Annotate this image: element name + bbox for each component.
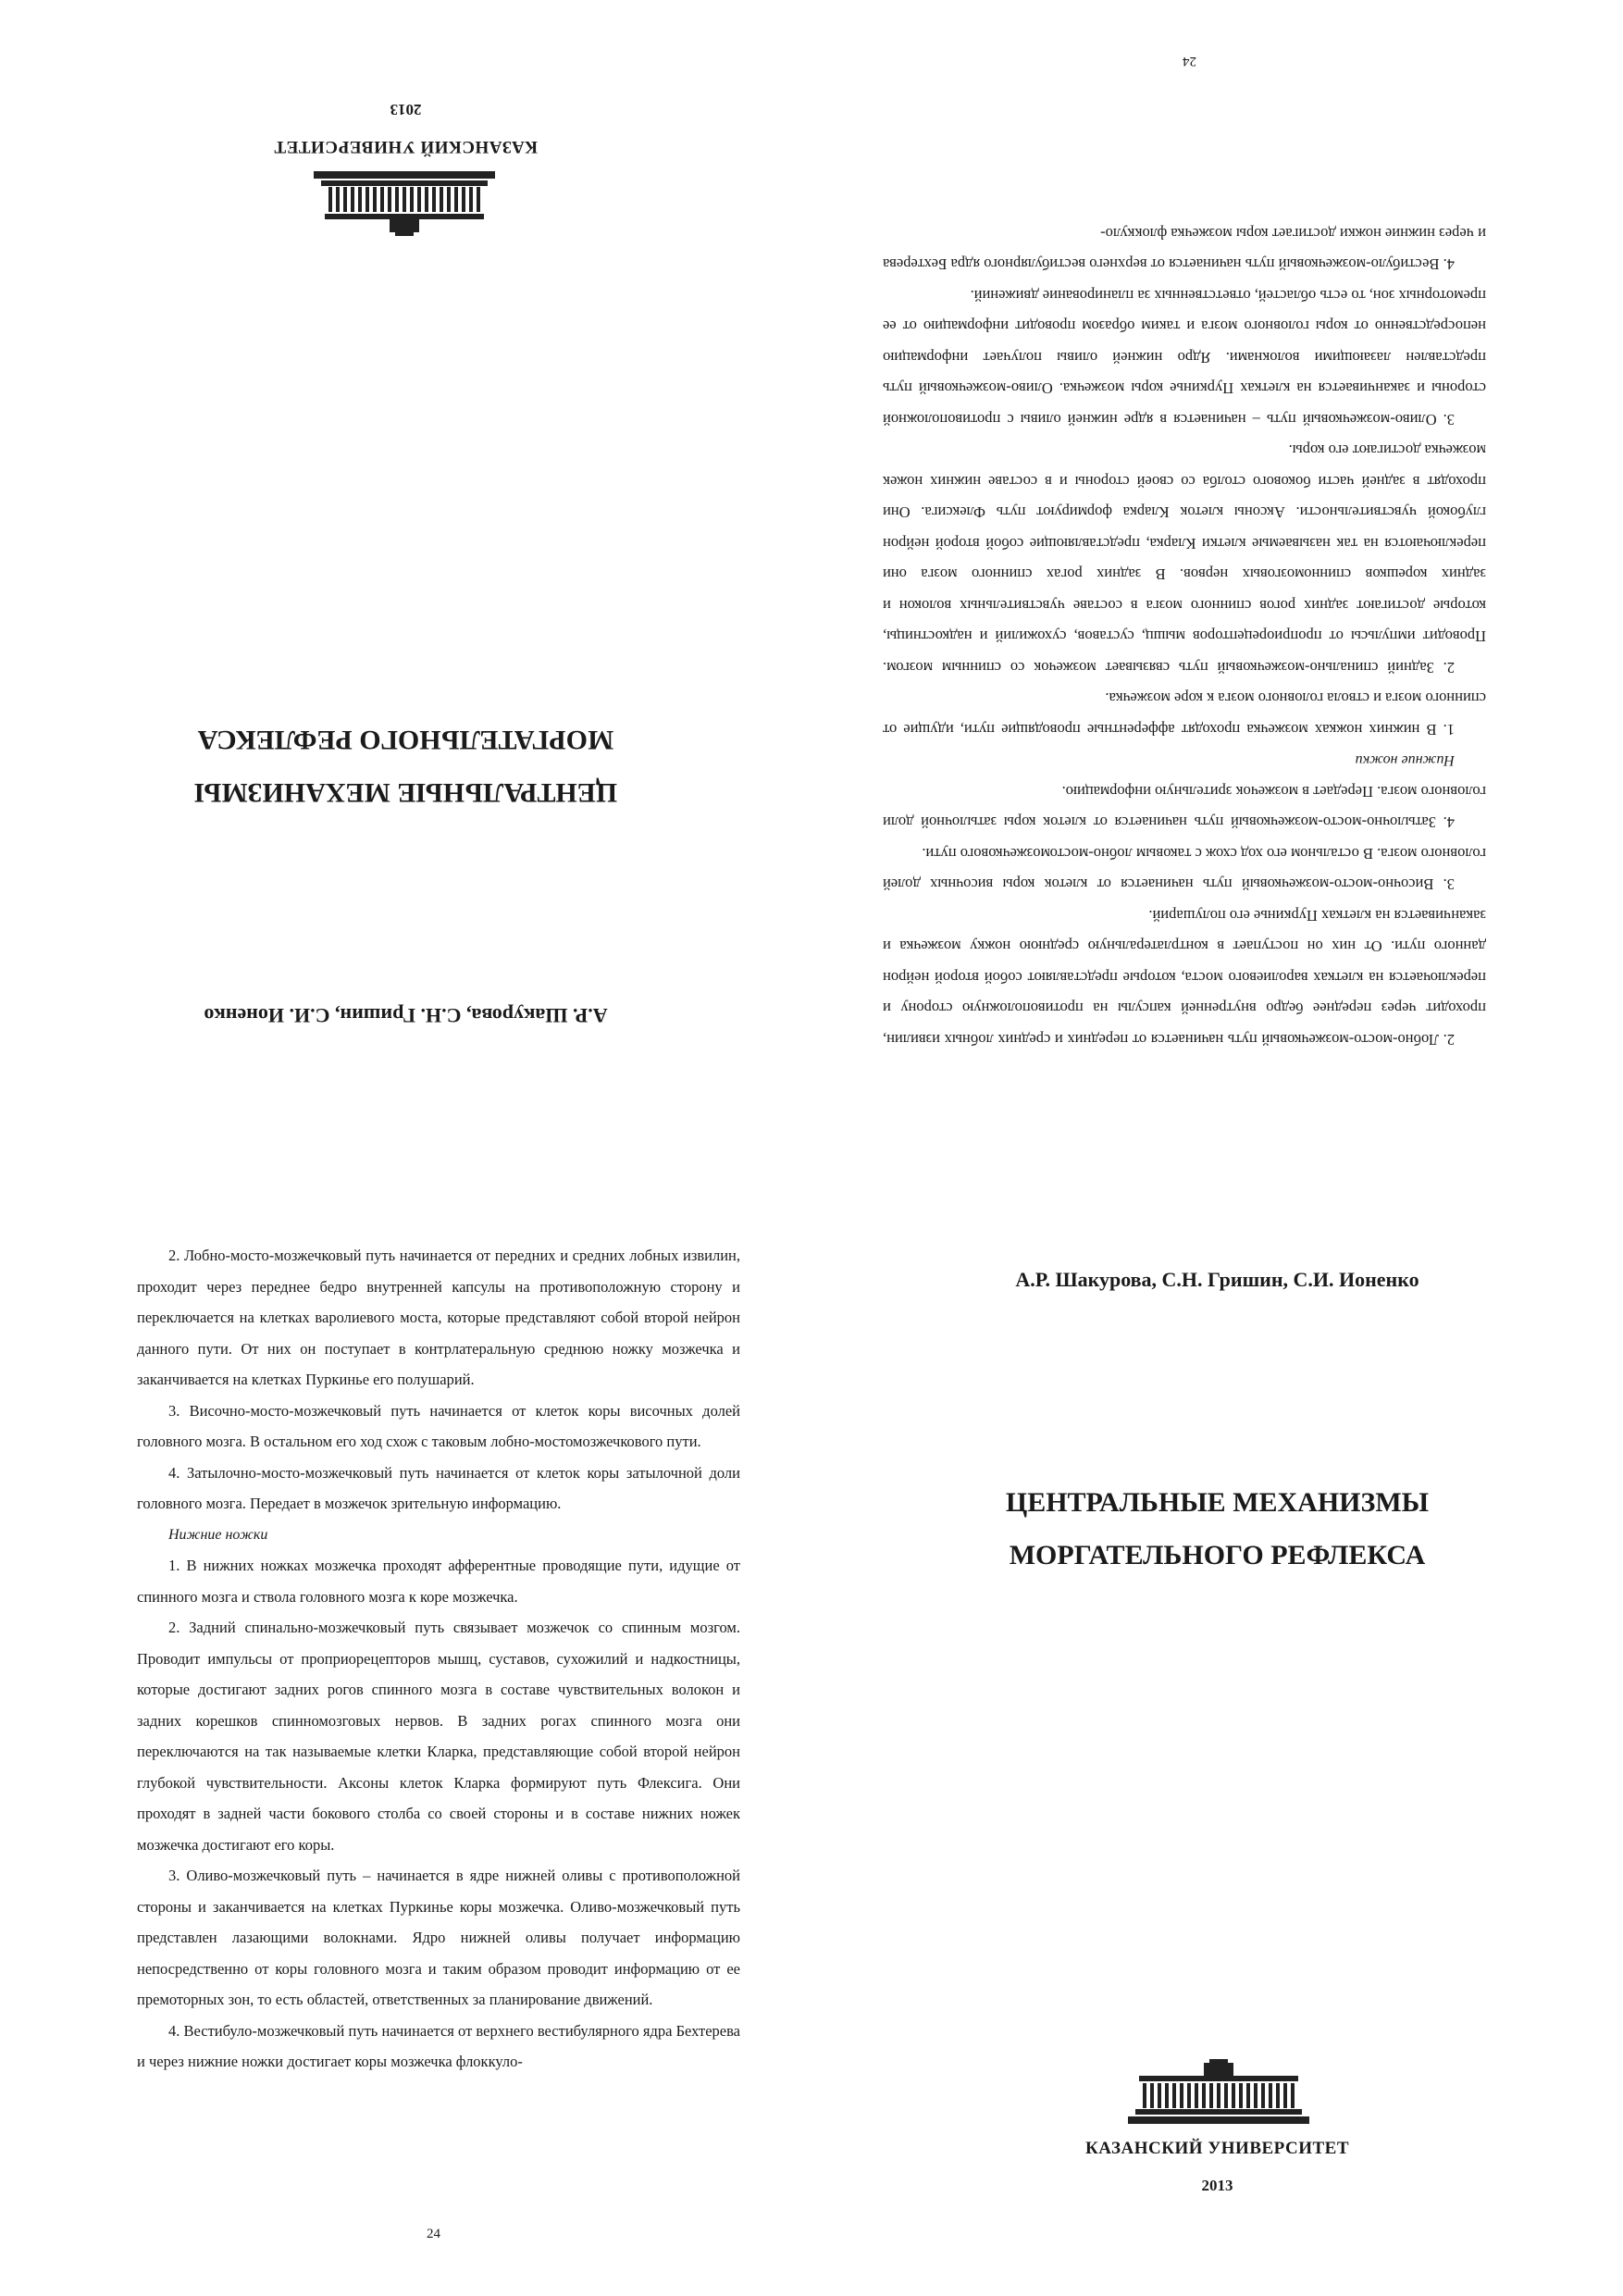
year: 2013: [390, 101, 422, 118]
authors: А.Р. Шакурова, С.Н. Гришин, С.И. Ионенко: [204, 1004, 608, 1027]
book-title: [812, 1476, 1623, 1582]
title-page: [812, 1148, 1623, 2295]
title-page-inverted: [0, 0, 812, 1148]
university-building-logo-icon: [1126, 2059, 1311, 2126]
paragraph: 3. Оливо-мозжечковый путь – начинается в ядре нижней оливы с противоположной стороны и заканчивается на клетках Пуркинье коры мозжечка. Оливо-мозжечковый путь представлен лазающими волокнами. Ядро нижней оливы получает информацию непосредственно от коры головного мозга и таким образом проводит информацию от ее премоторных зон, то есть областей, ответственных за планирование движений.: [883, 287, 1486, 428]
paragraph: 4. Вестибуло-мозжечковый путь начинается от верхнего вестибулярного ядра Бехтерева и через нижние ножки достигает коры мозжечка флоккуло-: [137, 2021, 740, 2070]
paragraph: 1. В нижних ножках мозжечка проходят афферентные проводящие пути, идущие от спинного мозга и ствола головного мозга к коре мозжечка.: [883, 689, 1486, 738]
paragraph: 3. Оливо-мозжечковый путь – начинается в ядре нижней оливы с противоположной стороны и заканчивается на клетках Пуркинье коры мозжечка. Оливо-мозжечковый путь представлен лазающими волокнами. Ядро нижней оливы получает информацию непосредственно от коры головного мозга и таким образом проводит информацию от ее премоторных зон, то есть областей, ответственных за планирование движений.: [137, 1867, 740, 2008]
book-title: [0, 714, 812, 819]
paragraph: 3. Височно-мосто-мозжечковый путь начинается от клеток коры височных долей головного мозга. В остальном его ход схож с таковым лобно-мостомозжечкового пути.: [883, 845, 1486, 894]
title-line-2: МОРГАТЕЛЬНОГО РЕФЛЕКСА: [1009, 1540, 1426, 1570]
title-line-1: ЦЕНТРАЛЬНЫЕ МЕХАНИЗМЫ: [193, 777, 618, 808]
paragraph: 2. Задний спинально-мозжечковый путь связывает мозжечок со спинным мозгом. Проводит импульсы от проприорецепторов мышц, суставов, сухожилий и надкостницы, которые достигают задних рогов спинного мозга в составе чувствительных волокон и задних корешков спинномозговых нервов. В задних рогах спинного мозга они переключаются на так называемые клетки Кларка, представляющие собой второй нейрон глубокой чувствительности. Аксоны клеток Кларка формируют путь Флексига. Они проходят в задней части бокового столба со своей стороны и в составе нижних ножек мозжечка достигают его коры.: [883, 441, 1486, 676]
title-line-2: МОРГАТЕЛЬНОГО РЕФЛЕКСА: [197, 725, 614, 755]
paragraph: 2. Лобно-мосто-мозжечковый путь начинается от передних и средних лобных извилин, проходит через переднее бедро внутренней капсулы на противоположную сторону и переключается на клетках варолиевого моста, которые представляют собой второй нейрон данного пути. От них он поступает в контрлатеральную среднюю ножку мозжечка и заканчивается на клетках Пуркинье его полушарий.: [137, 1247, 740, 1388]
title-line-1: ЦЕНТРАЛЬНЫЕ МЕХАНИЗМЫ: [1005, 1487, 1430, 1518]
authors: А.Р. Шакурова, С.Н. Гришин, С.И. Ионенко: [1015, 1268, 1419, 1291]
text-body: [137, 1240, 740, 2078]
subheading: Нижние ножки: [168, 1526, 268, 1543]
text-page-inverted: [812, 0, 1623, 1148]
text-page: [0, 1148, 812, 2295]
page-number: 24: [1183, 54, 1196, 68]
paragraph: 1. В нижних ножках мозжечка проходят афферентные проводящие пути, идущие от спинного мозга и ствола головного мозга к коре мозжечка.: [137, 1557, 740, 1606]
page-number: 24: [427, 2227, 440, 2241]
paragraph: 3. Височно-мосто-мозжечковый путь начинается от клеток коры височных долей головного мозга. В остальном его ход схож с таковым лобно-мостомозжечкового пути.: [137, 1401, 740, 1450]
university-building-logo-icon: [312, 169, 497, 236]
year: 2013: [1201, 2177, 1233, 2194]
text-body: [883, 218, 1486, 1056]
paragraph: 4. Вестибуло-мозжечковый путь начинается от верхнего вестибулярного ядра Бехтерева и через нижние ножки достигает коры мозжечка флоккуло-: [883, 225, 1486, 274]
publisher: КАЗАНСКИЙ УНИВЕРСИТЕТ: [273, 137, 539, 156]
paragraph: 2. Лобно-мосто-мозжечковый путь начинается от передних и средних лобных извилин, проходит через переднее бедро внутренней капсулы на противоположную сторону и переключается на клетках варолиевого моста, которые представляют собой второй нейрон данного пути. От них он поступает в контрлатеральную среднюю ножку мозжечка и заканчивается на клетках Пуркинье его полушарий.: [883, 907, 1486, 1049]
publisher: КАЗАНСКИЙ УНИВЕРСИТЕТ: [1084, 2139, 1350, 2158]
paragraph: 2. Задний спинально-мозжечковый путь связывает мозжечок со спинным мозгом. Проводит импульсы от проприорецепторов мышц, суставов, сухожилий и надкостницы, которые достигают задних рогов спинного мозга в составе чувствительных волокон и задних корешков спинномозговых нервов. В задних рогах спинного мозга они переключаются на так называемые клетки Кларка, представляющие собой второй нейрон глубокой чувствительности. Аксоны клеток Кларка формируют путь Флексига. Они проходят в задней части бокового столба со своей стороны и в составе нижних ножек мозжечка достигают его коры.: [137, 1619, 740, 1854]
paragraph: 4. Затылочно-мосто-мозжечковый путь начинается от клеток коры затылочной доли головного мозга. Передает в мозжечок зрительную информацию.: [137, 1463, 740, 1512]
paragraph: 4. Затылочно-мосто-мозжечковый путь начинается от клеток коры затылочной доли головного мозга. Передает в мозжечок зрительную информацию.: [883, 783, 1486, 832]
subheading: Нижние ножки: [1355, 752, 1455, 769]
